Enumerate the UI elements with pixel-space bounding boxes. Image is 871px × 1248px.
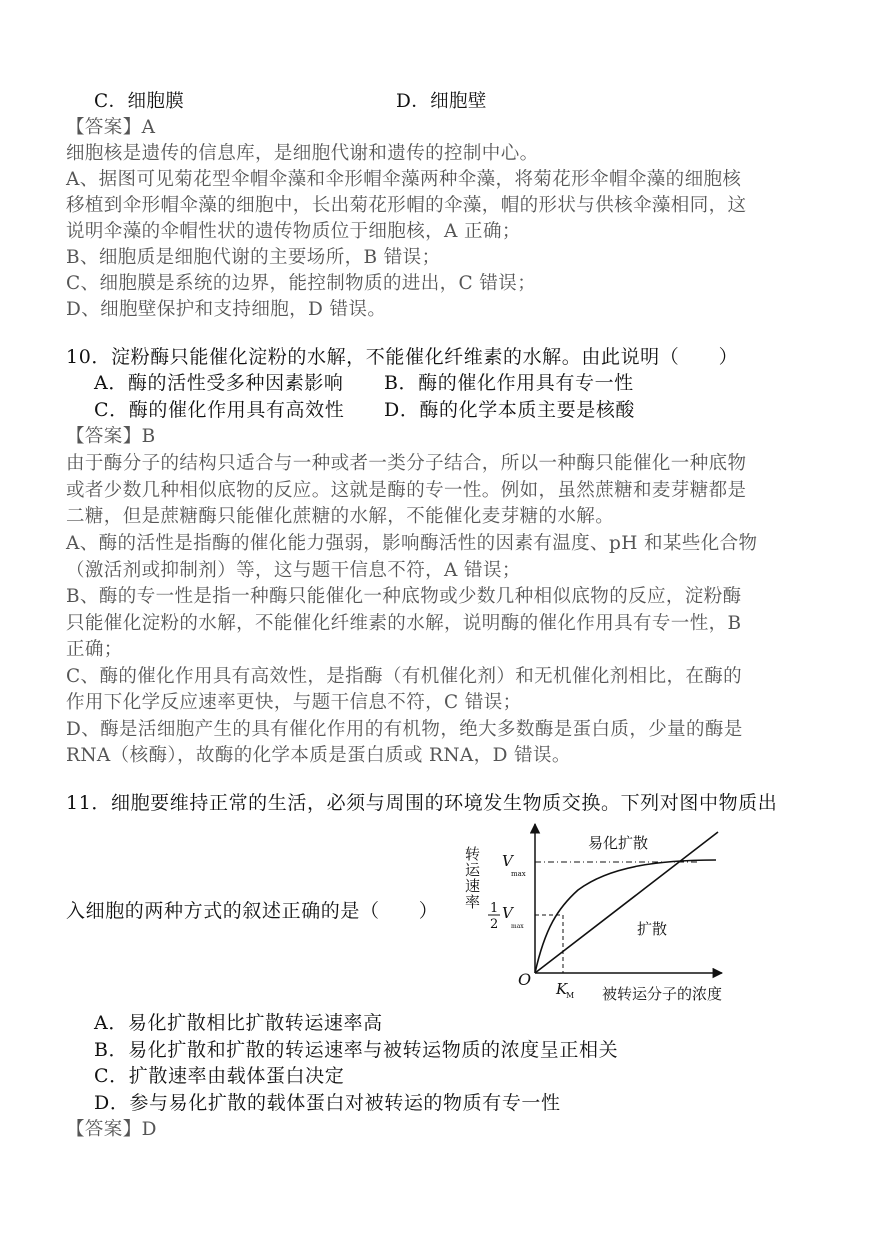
- prev-explanation-line: D、细胞壁保护和支持细胞，D 错误。: [66, 299, 387, 320]
- prev-options-row: [94, 89, 487, 115]
- vmax-label: V: [502, 852, 513, 870]
- km-label: K: [556, 980, 568, 998]
- half-vmax-label: V: [502, 904, 513, 922]
- q10-explanation-line: 二糖，但是蔗糖酶只能催化蔗糖的水解，不能催化麦芽糖的水解。: [66, 506, 615, 527]
- prev-option-c: C．细胞膜: [94, 91, 185, 112]
- q11-answer: 【答案】D: [66, 1119, 157, 1140]
- prev-explanation-line: 移植到伞形帽伞藻的细胞中，长出菊花形帽的伞藻，帽的形状与供核伞藻相同，这: [66, 195, 747, 216]
- y-axis-label: 转运速率: [463, 846, 481, 910]
- q11-stem-line2: 入细胞的两种方式的叙述正确的是（ ）: [66, 900, 439, 922]
- facilitated-diffusion-curve: [535, 860, 716, 973]
- q10-option-a: A．酶的活性受多种因素影响: [94, 372, 344, 394]
- q10-stem: 10．淀粉酶只能催化淀粉的水解，不能催化纤维素的水解。由此说明（ ）: [66, 346, 739, 368]
- x-axis-label: 被转运分子的浓度: [602, 985, 723, 1003]
- q10-explanation-line: RNA（核酶），故酶的化学本质是蛋白质或 RNA，D 错误。: [66, 745, 571, 766]
- facilitated-diffusion-label: 易化扩散: [588, 834, 649, 852]
- transport-rate-figure: [460, 818, 760, 1008]
- q11-stem-line1: 11．细胞要维持正常的生活，必须与周围的环境发生物质交换。下列对图中物质出: [66, 792, 778, 814]
- q10-explanation-line: A、酶的活性是指酶的催化能力强弱，影响酶活性的因素有温度、pH 和某些化合物: [66, 533, 758, 554]
- q10-explanation-line: 或者少数几种相似底物的反应。这就是酶的专一性。例如，虽然蔗糖和麦芽糖都是: [66, 480, 747, 501]
- q11-option-c: C．扩散速率由载体蛋白决定: [94, 1065, 345, 1087]
- diffusion-label: 扩散: [637, 920, 668, 938]
- prev-option-d: D．细胞壁: [396, 91, 487, 112]
- q10-explanation-line: D、酶是活细胞产生的具有催化作用的有机物，绝大多数酶是蛋白质，少量的酶是: [66, 719, 743, 740]
- prev-explanation-line: C、细胞膜是系统的边界，能控制物质的进出，C 错误；: [66, 273, 537, 294]
- prev-explanation-line: 细胞核是遗传的信息库，是细胞代谢和遗传的控制中心。: [66, 143, 539, 164]
- q10-explanation-line: 只能催化淀粉的水解，不能催化纤维素的水解，说明酶的催化作用具有专一性，B: [66, 613, 742, 634]
- half-vmax-subscript: max: [511, 923, 524, 930]
- origin-label: O: [518, 970, 532, 989]
- q10-option-b: B．酶的催化作用具有专一性: [384, 372, 634, 394]
- q10-option-c: C．酶的催化作用具有高效性: [94, 399, 345, 421]
- q10-explanation-line: （激活剂或抑制剂）等，这与题干信息不符，A 错误；: [66, 560, 521, 581]
- half-denominator: 2: [490, 917, 499, 932]
- diffusion-line: [535, 832, 718, 973]
- prev-explanation-line: 说明伞藻的伞帽性状的遗传物质位于细胞核，A 正确；: [66, 221, 521, 242]
- vmax-subscript: max: [511, 870, 526, 878]
- prev-explanation-line: B、细胞质是细胞代谢的主要场所，B 错误；: [66, 247, 441, 268]
- half-numerator: 1: [490, 901, 499, 916]
- q10-explanation-line: 正确；: [66, 639, 123, 660]
- km-subscript: M: [566, 991, 575, 1000]
- q10-explanation-line: C、酶的催化作用具有高效性，是指酶（有机催化剂）和无机催化剂相比，在酶的: [66, 666, 743, 687]
- q11-option-a: A．易化扩散相比扩散转运速率高: [94, 1012, 383, 1034]
- prev-explanation-line: A、据图可见菊花型伞帽伞藻和伞形帽伞藻两种伞藻，将菊花形伞帽伞藻的细胞核: [66, 169, 742, 190]
- q10-explanation-line: B、酶的专一性是指一种酶只能催化一种底物或少数几种相似底物的反应，淀粉酶: [66, 586, 742, 607]
- q11-option-b: B．易化扩散和扩散的转运速率与被转运物质的浓度呈正相关: [94, 1039, 619, 1061]
- q10-options-row-1: [94, 370, 634, 396]
- q10-explanation-line: 由于酶分子的结构只适合与一种或者一类分子结合，所以一种酶只能催化一种底物: [66, 453, 747, 474]
- q10-explanation-line: 作用下化学反应速率更快，与题干信息不符，C 错误；: [66, 692, 522, 713]
- prev-answer: 【答案】A: [66, 117, 156, 138]
- q10-answer: 【答案】B: [66, 426, 156, 447]
- q11-option-d: D．参与易化扩散的载体蛋白对被转运的物质有专一性: [94, 1092, 561, 1114]
- q10-options-row-2: [94, 397, 636, 423]
- q10-option-d: D．酶的化学本质主要是核酸: [384, 399, 636, 421]
